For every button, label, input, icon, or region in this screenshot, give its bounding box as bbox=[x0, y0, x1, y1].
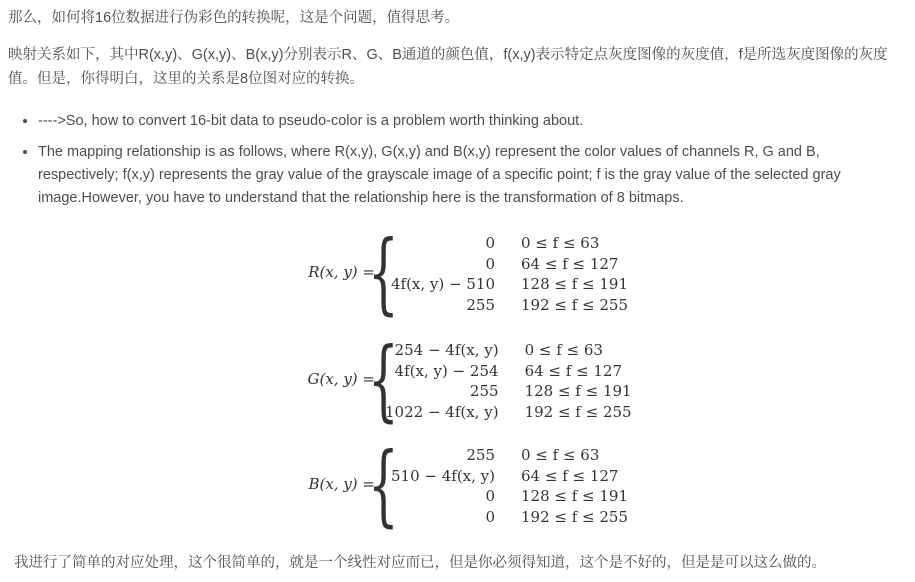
brace-icon: { bbox=[368, 328, 399, 431]
equation-g bbox=[270, 328, 670, 431]
eq-value: 0 bbox=[485, 254, 495, 273]
eq-condition: 64 ≤ f ≤ 127 bbox=[521, 254, 619, 273]
equation-r bbox=[270, 221, 670, 324]
eq-value: 510 − 4f(x, y) bbox=[390, 466, 495, 485]
eq-condition: 64 ≤ f ≤ 127 bbox=[524, 361, 623, 380]
equation-lhs: B(x, y) = bbox=[308, 475, 375, 493]
translation-list bbox=[0, 110, 868, 218]
eq-condition: 192 ≤ f ≤ 255 bbox=[521, 296, 629, 315]
eq-value: 255 bbox=[466, 296, 495, 315]
eq-value: 255 bbox=[466, 446, 495, 464]
list-item: • The mapping relationship is as follows, where R(x,y), G(x,y) and B(x,y) represent the color values of channels R, G and B, respectively; f(x,y) represents the gray value of the grayscale image of a specific point; f is the gray value of the selected gray image.However, you have to understand that the relationship here is the transformation of 8 bitmaps. bbox=[38, 141, 868, 210]
eq-condition: 128 ≤ f ≤ 191 bbox=[521, 487, 629, 506]
eq-value: 254 − 4f(x, y) bbox=[394, 341, 499, 359]
eq-condition: 0 ≤ f ≤ 63 bbox=[521, 446, 600, 464]
eq-condition: 128 ≤ f ≤ 191 bbox=[521, 275, 629, 294]
eq-condition: 128 ≤ f ≤ 191 bbox=[524, 382, 632, 401]
eq-value: 255 bbox=[469, 382, 499, 401]
eq-condition: 0 ≤ f ≤ 63 bbox=[524, 341, 603, 359]
brace-icon: { bbox=[368, 433, 399, 536]
equation-lhs: R(x, y) = bbox=[308, 263, 375, 281]
equation-lhs: G(x, y) = bbox=[307, 370, 375, 388]
eq-value: 4f(x, y) − 254 bbox=[394, 361, 499, 380]
eq-value: 0 bbox=[485, 487, 495, 506]
eq-condition: 192 ≤ f ≤ 255 bbox=[521, 508, 629, 527]
intro-paragraph: 那么，如何将16位数据进行伪彩色的转换呢，这是个问题，值得思考。 bbox=[8, 10, 460, 26]
eq-value: 0 bbox=[485, 234, 495, 252]
brace-icon: { bbox=[368, 221, 399, 324]
eq-value: 1022 − 4f(x, y) bbox=[385, 403, 499, 422]
eq-condition: 0 ≤ f ≤ 63 bbox=[521, 234, 600, 252]
eq-value: 0 bbox=[485, 508, 495, 527]
eq-condition: 192 ≤ f ≤ 255 bbox=[524, 403, 632, 422]
equation-b bbox=[270, 433, 670, 536]
mapping-paragraph: 映射关系如下，其中R(x,y)、G(x,y)、B(x,y)分别表示R、G、B通道的颜色值，f(x,y)表示特定点灰度图像的灰度值，f是所选灰度图像的灰度值。但是，你得明白，这里的关系是8位图对应的转换。 bbox=[8, 47, 888, 87]
list-item: • ---->So, how to convert 16-bit data to pseudo-color is a problem worth thinking about. bbox=[38, 110, 868, 133]
eq-value: 4f(x, y) − 510 bbox=[390, 275, 495, 294]
closing-paragraph: 我进行了简单的对应处理，这个很简单的，就是一个线性对应而已，但是你必须得知道，这个是不好的，但是是可以这么做的。 bbox=[14, 555, 826, 571]
eq-condition: 64 ≤ f ≤ 127 bbox=[521, 466, 619, 485]
